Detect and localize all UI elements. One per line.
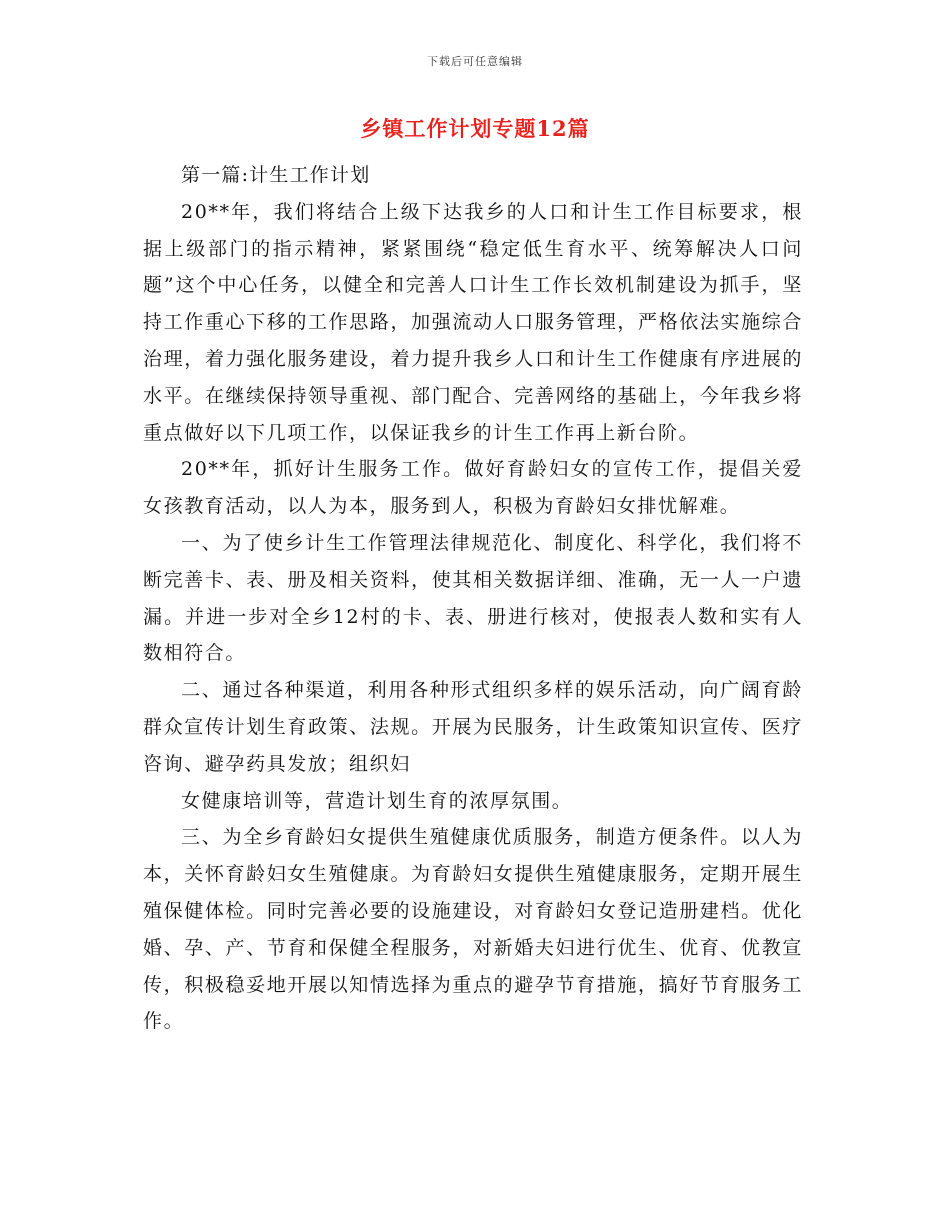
page-header-note: 下载后可任意编辑 [427, 55, 523, 68]
paragraph-item-two-continued: 女健康培训等，营造计划生育的浓厚氛围。 [181, 789, 573, 812]
document-body [143, 157, 803, 1040]
paragraph-intro: 20**年，我们将结合上级下达我乡的人口和计生工作目标要求，根据上级部门的指示精神，紧紧围绕“稳定低生育水平、统筹解决人口问题”这个中心任务，以健全和完善人口计生工作长效机制建设为抓手，坚持工作重心下移的工作思路，加强流动人口服务管理，严格依法实施综合治理，着力强化服务建设，着力提升我乡人口和计生工作健康有序进展的水平。在继续保持领导重视、部门配合、完善网络的基础上，今年我乡将重点做好以下几项工作，以保证我乡的计生工作再上新台阶。 [143, 200, 803, 444]
document-title: 乡镇工作计划专题12篇 [360, 116, 590, 141]
paragraph-item-three: 三、为全乡育龄妇女提供生殖健康优质服务，制造方便条件。以人为本，关怀育龄妇女生殖健康。为育龄妇女提供生殖健康服务，定期开展生殖保健体检。同时完善必要的设施建设，对育龄妇女登记造册建档。优化婚、孕、产、节育和保健全程服务，对新婚夫妇进行优生、优育、优教宣传，积极稳妥地开展以知情选择为重点的避孕节育措施，搞好节育服务工作。 [143, 826, 803, 1033]
paragraph-service: 20**年，抓好计生服务工作。做好育龄妇女的宣传工作，提倡关爱女孩教育活动，以人为本，服务到人，积极为育龄妇女排忧解难。 [143, 458, 803, 518]
paragraph-item-two: 二、通过各种渠道，利用各种形式组织多样的娱乐活动，向广阔育龄群众宣传计划生育政策、法规。开展为民服务，计生政策知识宣传、医疗咨询、避孕药具发放；组织妇 [143, 679, 803, 775]
paragraph-item-one: 一、为了使乡计生工作管理法律规范化、制度化、科学化，我们将不断完善卡、表、册及相关资料，使其相关数据详细、准确，无一人一户遗漏。并进一步对全乡12村的卡、表、册进行核对，使报表人数和实有人数相符合。 [143, 531, 803, 665]
section-heading: 第一篇:计生工作计划 [181, 164, 371, 186]
